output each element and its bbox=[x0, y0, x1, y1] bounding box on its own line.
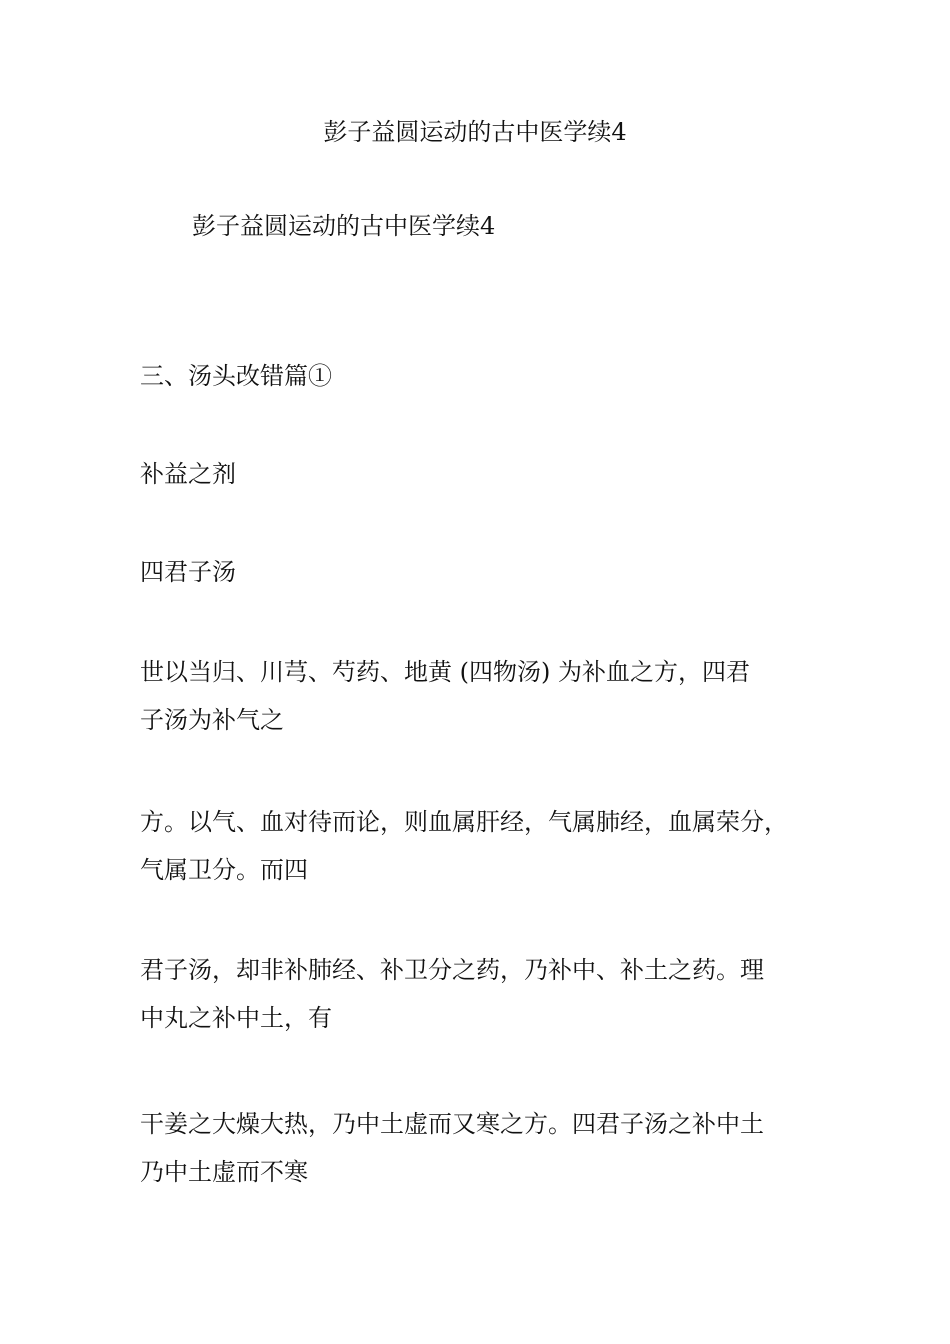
paragraph-3 bbox=[140, 946, 830, 1042]
document-subtitle: 彭子益圆运动的古中医学续4 bbox=[192, 212, 496, 240]
paragraph-line: 乃中土虚而不寒 bbox=[140, 1158, 308, 1186]
category-heading bbox=[140, 450, 830, 498]
paragraph-line: 子汤为补气之 bbox=[140, 706, 284, 734]
paragraph-1 bbox=[140, 648, 830, 744]
paragraph-4 bbox=[140, 1100, 830, 1196]
section-heading bbox=[140, 352, 830, 400]
paragraph-line: 世以当归、川芎、芍药、地黄 (四物汤) 为补血之方，四君 bbox=[140, 658, 750, 686]
paragraph-line: 气属卫分。而四 bbox=[140, 856, 308, 884]
section-heading-text: 三、汤头改错篇① bbox=[140, 362, 332, 390]
paragraph-2 bbox=[140, 798, 830, 894]
document-title: 彭子益圆运动的古中医学续4 bbox=[323, 118, 627, 146]
formula-heading-text: 四君子汤 bbox=[140, 558, 236, 586]
paragraph-line: 中丸之补中土，有 bbox=[140, 1004, 332, 1032]
category-heading-text: 补益之剂 bbox=[140, 460, 236, 488]
formula-heading bbox=[140, 548, 830, 596]
paragraph-line: 君子汤，却非补肺经、补卫分之药，乃补中、补土之药。理 bbox=[140, 956, 764, 984]
paragraph-line: 干姜之大燥大热，乃中土虚而又寒之方。四君子汤之补中土 bbox=[140, 1110, 764, 1138]
paragraph-line: 方。以气、血对待而论，则血属肝经，气属肺经，血属荣分， bbox=[140, 808, 788, 836]
